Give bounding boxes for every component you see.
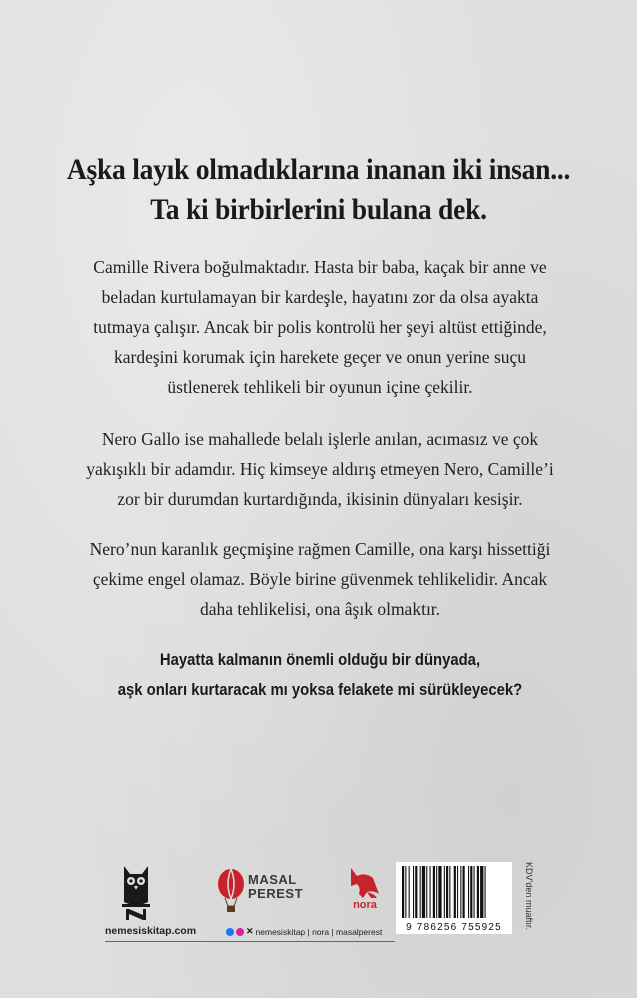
barcode-bar bbox=[474, 866, 475, 918]
vat-exempt-note: KDV’den muaftır. bbox=[524, 862, 534, 931]
barcode-bar bbox=[415, 866, 417, 918]
x-icon[interactable]: ✕ bbox=[246, 926, 254, 936]
barcode-bar bbox=[433, 866, 435, 918]
facebook-icon[interactable] bbox=[226, 928, 234, 936]
barcode-bar bbox=[463, 866, 465, 918]
barcode-bar bbox=[438, 866, 441, 918]
barcode-bar bbox=[413, 866, 414, 918]
barcode-bar bbox=[460, 866, 461, 918]
barcode-bar bbox=[485, 866, 486, 918]
paragraph-3: Nero’nun karanlık geçmişine rağmen Camille, ona karşı hissettiği çekime engel olamaz. Böyle birine güvenmek tehlikelidir. Ancak daha tehlikelisi, ona âşık olmaktır. bbox=[89, 539, 551, 619]
footer-divider bbox=[105, 941, 395, 942]
owl-logo-icon bbox=[116, 862, 156, 922]
barcode-bar bbox=[468, 866, 469, 918]
closing-question: Hayatta kalmanın önemli olduğu bir dünyada, aşk onları kurtaracak mı yoksa felakete mi sürükleyecek? bbox=[117, 651, 523, 699]
barcode-bar bbox=[402, 866, 404, 918]
barcode-bar bbox=[457, 866, 458, 918]
nora-wordmark: nora bbox=[353, 899, 377, 911]
barcode-bar bbox=[446, 866, 448, 918]
barcode-bar bbox=[454, 866, 456, 918]
barcode-bar bbox=[420, 866, 421, 918]
masal-perest-wordmark: MASAL PEREST bbox=[248, 872, 304, 901]
barcode-bars bbox=[396, 862, 512, 920]
instagram-icon[interactable] bbox=[236, 928, 244, 936]
website-link[interactable]: nemesiskitap.com bbox=[105, 925, 197, 937]
barcode-bar bbox=[480, 866, 483, 918]
headline-line-1: Aşka layık olmadıklarına inanan iki insan... bbox=[66, 153, 571, 186]
headline bbox=[25, 150, 611, 230]
barcode-bar bbox=[409, 866, 410, 918]
paragraph-1: Camille Rivera boğulmaktadır. Hasta bir baba, kaçak bir anne ve beladan kurtulamayan bir kardeşle, hayatını zor da olsa ayakta tutmaya çalışır. Ancak bir polis kontrolü her şeyi altüst ettiğinde, kardeşini korumak için harekete geçer ve onun yerine suçu üstlenerek tehlikeli bir oyunun içine çekilir. bbox=[93, 257, 547, 397]
barcode-bar bbox=[436, 866, 437, 918]
barcode-bar bbox=[405, 866, 406, 918]
barcode-bar bbox=[470, 866, 472, 918]
social-handles bbox=[226, 926, 382, 937]
paragraph-2: Nero Gallo ise mahallede belalı işlerle anılan, acımasız ve çok yakışıklı bir adamdır. Hiç kimseye aldırış etmeyen Nero, Camille’i zor bir durumdan kurtardığında, ikisinin dünyaları kesişir. bbox=[86, 429, 554, 509]
barcode-bar bbox=[444, 866, 445, 918]
barcode-bar bbox=[422, 866, 425, 918]
headline-line-2: Ta ki birbirlerini bulana dek. bbox=[150, 193, 487, 226]
barcode-bar bbox=[430, 866, 431, 918]
isbn-digits: 9 786256 755925 bbox=[406, 922, 502, 933]
barcode-bar bbox=[477, 866, 479, 918]
barcode-bar bbox=[426, 866, 427, 918]
social-handles-text: nemesiskitap | nora | masalperest bbox=[255, 926, 383, 937]
barcode-bar bbox=[449, 866, 450, 918]
